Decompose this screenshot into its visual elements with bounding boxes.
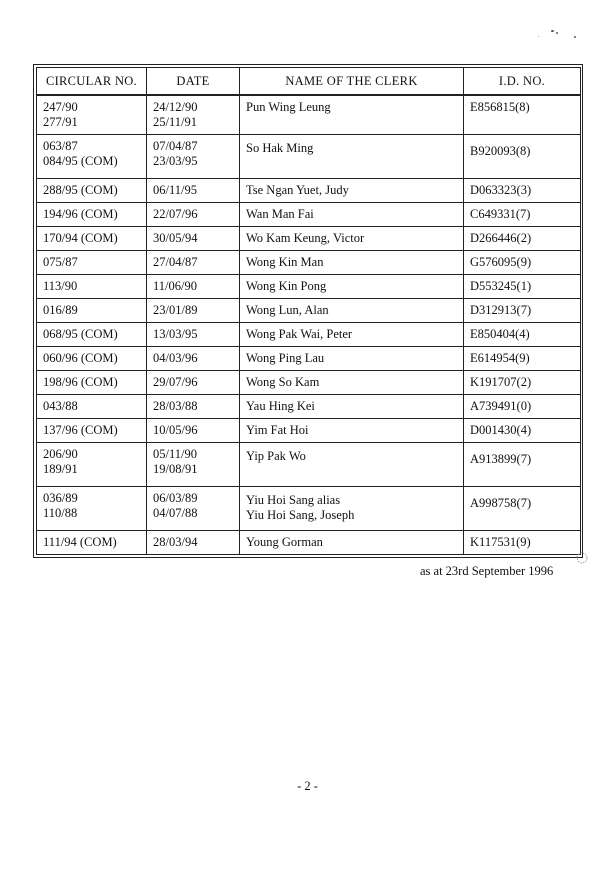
table-row bbox=[37, 227, 581, 251]
circular-no-cell-line: 110/88 bbox=[43, 506, 78, 520]
circular-no-cell-line: 288/95 (COM) bbox=[43, 183, 118, 197]
circular-no-cell-line: 247/90 bbox=[43, 100, 78, 114]
date-cell-line: 06/03/89 bbox=[153, 491, 198, 505]
clerk-name-cell-line: Tse Ngan Yuet, Judy bbox=[246, 183, 349, 197]
circular-no-cell-line: 036/89 bbox=[43, 491, 78, 505]
circular-no-cell-line: 137/96 (COM) bbox=[43, 423, 118, 437]
clerk-name-cell-line: Young Gorman bbox=[246, 535, 323, 549]
date-cell-line: 04/07/88 bbox=[153, 506, 198, 520]
clerk-name-cell bbox=[240, 251, 464, 275]
circular-no-cell bbox=[37, 443, 147, 487]
circular-no-cell-line: 206/90 bbox=[43, 447, 78, 461]
circular-no-cell-line: 084/95 (COM) bbox=[43, 154, 118, 168]
circular-no-cell bbox=[37, 227, 147, 251]
clerk-name-cell-line: Yau Hing Kei bbox=[246, 399, 315, 413]
clerk-name-cell bbox=[240, 347, 464, 371]
scan-speck bbox=[556, 32, 558, 34]
clerk-name-cell-line: Yiu Hoi Sang, Joseph bbox=[246, 508, 355, 522]
id-no-cell: B920093(8) bbox=[464, 135, 581, 179]
date-cell bbox=[147, 347, 240, 371]
clerk-name-cell bbox=[240, 419, 464, 443]
id-no-cell: E614954(9) bbox=[464, 347, 581, 371]
clerk-name-cell-line: Wan Man Fai bbox=[246, 207, 314, 221]
clerk-table bbox=[36, 67, 581, 555]
circular-no-cell bbox=[37, 395, 147, 419]
circular-no-cell bbox=[37, 531, 147, 555]
date-cell bbox=[147, 275, 240, 299]
date-cell bbox=[147, 487, 240, 531]
date-cell-line: 06/11/95 bbox=[153, 183, 197, 197]
date-cell-line: 28/03/88 bbox=[153, 399, 198, 413]
circular-no-cell-line: 277/91 bbox=[43, 115, 78, 129]
date-cell bbox=[147, 395, 240, 419]
date-cell-line: 04/03/96 bbox=[153, 351, 198, 365]
id-no-cell: K191707(2) bbox=[464, 371, 581, 395]
table-row bbox=[37, 487, 581, 531]
date-cell bbox=[147, 419, 240, 443]
date-cell bbox=[147, 299, 240, 323]
date-cell-line: 27/04/87 bbox=[153, 255, 198, 269]
circular-no-cell-line: 170/94 (COM) bbox=[43, 231, 118, 245]
clerk-name-cell bbox=[240, 275, 464, 299]
id-no-cell: D312913(7) bbox=[464, 299, 581, 323]
clerk-name-cell bbox=[240, 95, 464, 135]
date-cell bbox=[147, 227, 240, 251]
table-row bbox=[37, 95, 581, 135]
id-no-cell: A913899(7) bbox=[464, 443, 581, 487]
date-cell bbox=[147, 323, 240, 347]
circular-no-cell-line: 194/96 (COM) bbox=[43, 207, 118, 221]
scan-smudge bbox=[575, 551, 589, 565]
clerk-name-cell-line: Wong Kin Pong bbox=[246, 279, 327, 293]
id-no-cell: E850404(4) bbox=[464, 323, 581, 347]
table-row bbox=[37, 531, 581, 555]
scan-speck bbox=[551, 30, 554, 32]
circular-no-cell-line: 113/90 bbox=[43, 279, 78, 293]
clerk-name-cell-line: Yim Fat Hoi bbox=[246, 423, 309, 437]
date-cell-line: 23/01/89 bbox=[153, 303, 198, 317]
clerk-name-cell-line: Wong Kin Man bbox=[246, 255, 324, 269]
date-cell bbox=[147, 251, 240, 275]
date-cell-line: 23/03/95 bbox=[153, 154, 198, 168]
date-cell bbox=[147, 203, 240, 227]
header-name-of-clerk: NAME OF THE CLERK bbox=[240, 68, 464, 96]
id-no-cell: D266446(2) bbox=[464, 227, 581, 251]
table-row bbox=[37, 395, 581, 419]
circular-no-cell bbox=[37, 371, 147, 395]
date-cell-line: 05/11/90 bbox=[153, 447, 197, 461]
table-row bbox=[37, 443, 581, 487]
table-row bbox=[37, 135, 581, 179]
table-row bbox=[37, 371, 581, 395]
clerk-name-cell-line: Pun Wing Leung bbox=[246, 100, 331, 114]
clerk-name-cell bbox=[240, 323, 464, 347]
id-no-cell: D553245(1) bbox=[464, 275, 581, 299]
clerk-name-cell bbox=[240, 531, 464, 555]
circular-no-cell bbox=[37, 203, 147, 227]
date-cell-line: 30/05/94 bbox=[153, 231, 198, 245]
id-no-cell: G576095(9) bbox=[464, 251, 581, 275]
table-row bbox=[37, 347, 581, 371]
clerk-name-cell-line: Yip Pak Wo bbox=[246, 449, 306, 463]
clerk-table-frame bbox=[33, 64, 583, 558]
header-date: DATE bbox=[147, 68, 240, 96]
header-id-no: I.D. NO. bbox=[464, 68, 581, 96]
date-cell bbox=[147, 443, 240, 487]
header-circular-no: CIRCULAR NO. bbox=[37, 68, 147, 96]
circular-no-cell bbox=[37, 275, 147, 299]
clerk-name-cell bbox=[240, 443, 464, 487]
clerk-name-cell bbox=[240, 299, 464, 323]
clerk-name-cell-line: So Hak Ming bbox=[246, 141, 314, 155]
id-no-cell: K117531(9) bbox=[464, 531, 581, 555]
clerk-name-cell bbox=[240, 179, 464, 203]
clerk-name-cell bbox=[240, 371, 464, 395]
date-cell bbox=[147, 531, 240, 555]
table-row bbox=[37, 251, 581, 275]
date-cell bbox=[147, 135, 240, 179]
scan-speck bbox=[538, 36, 539, 37]
table-row bbox=[37, 179, 581, 203]
circular-no-cell bbox=[37, 251, 147, 275]
date-cell-line: 22/07/96 bbox=[153, 207, 198, 221]
date-cell-line: 11/06/90 bbox=[153, 279, 197, 293]
circular-no-cell bbox=[37, 347, 147, 371]
table-header-row bbox=[37, 68, 581, 96]
id-no-cell: D001430(4) bbox=[464, 419, 581, 443]
circular-no-cell-line: 189/91 bbox=[43, 462, 78, 476]
date-cell-line: 19/08/91 bbox=[153, 462, 198, 476]
clerk-name-cell-line: Yiu Hoi Sang alias bbox=[246, 493, 341, 507]
date-cell-line: 13/03/95 bbox=[153, 327, 198, 341]
clerk-name-cell-line: Wong Pak Wai, Peter bbox=[246, 327, 353, 341]
date-cell bbox=[147, 95, 240, 135]
date-cell-line: 28/03/94 bbox=[153, 535, 198, 549]
circular-no-cell bbox=[37, 135, 147, 179]
clerk-name-cell-line: Wong So Kam bbox=[246, 375, 320, 389]
circular-no-cell bbox=[37, 419, 147, 443]
circular-no-cell bbox=[37, 179, 147, 203]
circular-no-cell-line: 068/95 (COM) bbox=[43, 327, 118, 341]
circular-no-cell bbox=[37, 487, 147, 531]
clerk-name-cell bbox=[240, 135, 464, 179]
date-cell bbox=[147, 179, 240, 203]
circular-no-cell bbox=[37, 95, 147, 135]
page-number: - 2 - bbox=[297, 779, 318, 793]
clerk-name-cell bbox=[240, 487, 464, 531]
date-cell bbox=[147, 371, 240, 395]
table-row bbox=[37, 275, 581, 299]
date-cell-line: 10/05/96 bbox=[153, 423, 198, 437]
table-body bbox=[37, 95, 581, 555]
clerk-name-cell bbox=[240, 395, 464, 419]
id-no-cell: A739491(0) bbox=[464, 395, 581, 419]
circular-no-cell-line: 198/96 (COM) bbox=[43, 375, 118, 389]
circular-no-cell bbox=[37, 299, 147, 323]
circular-no-cell bbox=[37, 323, 147, 347]
clerk-name-cell-line: Wong Lun, Alan bbox=[246, 303, 329, 317]
id-no-cell: D063323(3) bbox=[464, 179, 581, 203]
as-at-date: as at 23rd September 1996 bbox=[420, 564, 554, 578]
circular-no-cell-line: 063/87 bbox=[43, 139, 78, 153]
date-cell-line: 25/11/91 bbox=[153, 115, 197, 129]
circular-no-cell-line: 016/89 bbox=[43, 303, 78, 317]
circular-no-cell-line: 060/96 (COM) bbox=[43, 351, 118, 365]
table-row bbox=[37, 203, 581, 227]
date-cell-line: 07/04/87 bbox=[153, 139, 198, 153]
date-cell-line: 29/07/96 bbox=[153, 375, 198, 389]
date-cell-line: 24/12/90 bbox=[153, 100, 198, 114]
clerk-name-cell-line: Wong Ping Lau bbox=[246, 351, 325, 365]
id-no-cell: E856815(8) bbox=[464, 95, 581, 135]
table-row bbox=[37, 419, 581, 443]
circular-no-cell-line: 075/87 bbox=[43, 255, 78, 269]
id-no-cell: A998758(7) bbox=[464, 487, 581, 531]
circular-no-cell-line: 111/94 (COM) bbox=[43, 535, 117, 549]
clerk-name-cell bbox=[240, 227, 464, 251]
table-row bbox=[37, 323, 581, 347]
circular-no-cell-line: 043/88 bbox=[43, 399, 78, 413]
clerk-name-cell bbox=[240, 203, 464, 227]
table-row bbox=[37, 299, 581, 323]
id-no-cell: C649331(7) bbox=[464, 203, 581, 227]
clerk-name-cell-line: Wo Kam Keung, Victor bbox=[246, 231, 365, 245]
scan-speck bbox=[574, 36, 576, 38]
